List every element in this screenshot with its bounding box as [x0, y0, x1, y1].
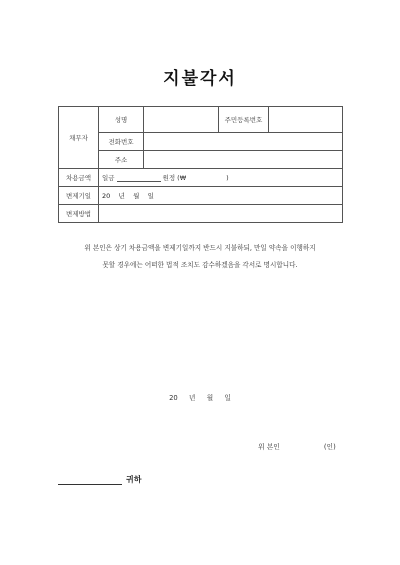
debtor-label: 채무자	[59, 107, 99, 169]
signer-label: 위 본인	[258, 443, 280, 451]
amount-field[interactable]	[99, 169, 343, 187]
signer-block	[258, 441, 336, 451]
due-date-field[interactable]: 20 년 월 일	[99, 187, 343, 205]
phone-label: 전화번호	[99, 133, 144, 151]
repayment-method-field[interactable]	[99, 205, 343, 223]
repayment-method-label: 변제방법	[59, 205, 99, 223]
address-field[interactable]	[144, 151, 343, 169]
recipient-name-line[interactable]	[58, 477, 122, 485]
amount-label: 차용금액	[59, 169, 99, 187]
amount-prefix: 일금	[102, 174, 115, 182]
seal-mark: (인)	[323, 443, 336, 451]
due-date-label: 변제기일	[59, 187, 99, 205]
address-label: 주소	[99, 151, 144, 169]
pledge-statement	[40, 240, 360, 274]
amount-blank-line	[117, 175, 161, 182]
signing-date: 20 년 월 일	[169, 394, 231, 402]
resident-number-field[interactable]	[269, 107, 343, 133]
debt-info-table	[58, 106, 343, 223]
amount-close: )	[226, 174, 229, 182]
recipient-suffix: 귀하	[126, 475, 142, 484]
amount-suffix: 원정 (₩	[162, 174, 187, 182]
pledge-line-2: 못할 경우에는 어떠한 법적 조치도 감수하겠음을 각서로 명시합니다.	[102, 261, 298, 269]
resident-number-label: 주민등록번호	[219, 107, 269, 133]
name-label: 성명	[99, 107, 144, 133]
pledge-line-1: 위 본인은 상기 차용금액을 변제기일까지 반드시 지불하되, 만일 약속을 이행하지	[84, 244, 316, 252]
recipient-block	[58, 474, 141, 485]
phone-field[interactable]	[144, 133, 343, 151]
document-title: 지불각서	[163, 69, 237, 89]
name-field[interactable]	[144, 107, 219, 133]
